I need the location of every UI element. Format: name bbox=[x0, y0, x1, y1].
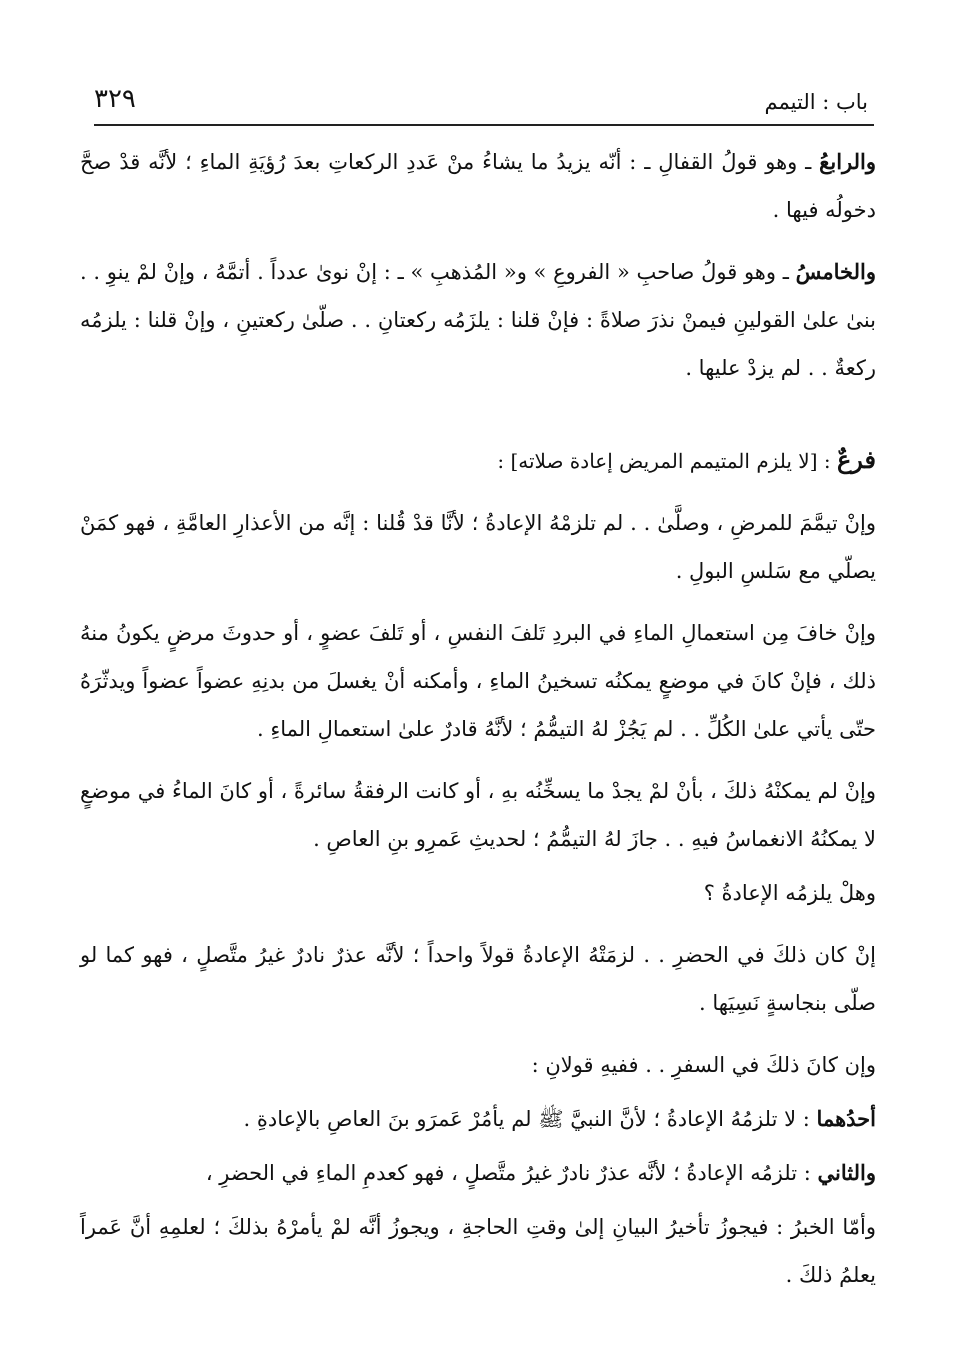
page-header bbox=[94, 84, 868, 124]
paragraph-lead: والرابعُ bbox=[819, 149, 876, 174]
paragraph-illness bbox=[80, 499, 876, 595]
paragraph-text: : لا تلزمُهُ الإعادةُ ؛ لأنَّ النبيَّ ﷺ لم يأمُرْ عَمرَو بنَ العاصِ بالإعادةِ . bbox=[243, 1107, 817, 1131]
paragraph-text: وأمّا الخبرُ : فيجوزُ تأخيرُ البيانِ إلىٰ وقتِ الحاجةِ ، ويجوزُ أنَّه لمْ يأمرْهُ بذلكَ ؛ لعلمِهِ أنَّ عَمراً يعلمُ ذلكَ . bbox=[80, 1215, 876, 1287]
header-rule bbox=[94, 124, 874, 126]
paragraph-fifth-opinion bbox=[80, 248, 876, 392]
page-body bbox=[80, 138, 876, 1313]
far-label: فرعٌ bbox=[836, 445, 876, 474]
paragraph-second-view bbox=[80, 1149, 876, 1197]
paragraph-text: ـ وهو قولُ صاحبِ « الفروعِ » و« المُذهبِ » ـ : إنْ نوىٰ عدداً . أتمَّهُ ، وإنْ لمْ ينوِ . . بنىٰ علىٰ القولينِ فيمنْ نذرَ صلاةً : فإنْ قلنا : يلزَمُه ركعتانِ . . صلّىٰ ركعتينِ ، وإنْ قلنا : يلزمُه ركعةٌ . . لم يزدْ عليها . bbox=[80, 260, 876, 380]
paragraph-text: إنْ كان ذلكَ في الحضرِ . . لزمَتْهُ الإعادةُ قولاً واحداً ؛ لأنَّه عذرٌ نادرٌ غيرُ متَّصلٍ ، فهو كما لو صلّى بنجاسةٍ نَسِيَها . bbox=[80, 943, 876, 1015]
paragraph-text: وهلْ يلزمُه الإعادةُ ؟ bbox=[703, 881, 876, 905]
paragraph-residence bbox=[80, 931, 876, 1027]
paragraph-lead: والخامسُ bbox=[795, 259, 876, 284]
page-number: ٣٢٩ bbox=[94, 84, 136, 114]
paragraph-travel bbox=[80, 1041, 876, 1089]
paragraph-text: ـ وهو قولُ القفالِ ـ : أنّه يزيدُ ما يشاءُ منْ عَددِ الركعاتِ بعدَ رُؤيَةِ الماءِ ؛ لأنَّه قدْ صحَّ دخولُه فيها . bbox=[80, 150, 876, 222]
chapter-title: باب : التيمم bbox=[764, 90, 868, 114]
section-heading-far bbox=[80, 436, 876, 485]
paragraph-question bbox=[80, 869, 876, 917]
paragraph-text: وإن كانَ ذلكَ في السفرِ . . ففيهِ قولانِ : bbox=[531, 1053, 876, 1077]
far-subtitle: : [لا يلزم المتيمم المريض إعادة صلاته] : bbox=[497, 449, 837, 473]
paragraph-first-view bbox=[80, 1095, 876, 1143]
paragraph-text: وإنْ تيمَّمَ للمرضِ ، وصلَّىٰ . . لم تلزمْهُ الإعادةُ ؛ لأنَّا قدْ قُلنا : إنَّه من الأعذارِ العامَّةِ ، فهو كمَنْ يصلّي مع سَلسِ البولِ . bbox=[80, 511, 876, 583]
paragraph-text: : تلزمُه الإعادةُ ؛ لأنَّه عذرٌ نادرٌ غيرُ متَّصلٍ ، فهو كعدمِ الماءِ في الحضرِ ، bbox=[205, 1161, 818, 1185]
paragraph-text: وإنْ لم يمكنْهُ ذلكَ ، بأنْ لمْ يجدْ ما يسخِّنُه بهِ ، أو كانت الرفقةُ سائرةً ، أو كانَ الماءُ في موضعٍ لا يمكنُهُ الانغماسُ فيهِ . . جازَ لهُ التيمُّمُ ؛ لحديثِ عَمرِو بنِ العاصِ . bbox=[80, 779, 876, 851]
paragraph-hadith-response bbox=[80, 1203, 876, 1299]
paragraph-cold-fear bbox=[80, 609, 876, 753]
paragraph-lead: والثاني bbox=[817, 1160, 876, 1185]
paragraph-lead: أحدُهما bbox=[816, 1106, 876, 1131]
paragraph-fourth-opinion bbox=[80, 138, 876, 234]
paragraph-text: وإنْ خافَ مِن استعمالِ الماءِ في البردِ تَلفَ النفسِ ، أو تَلفَ عضوٍ ، أو حدوثَ مرضٍ يكونُ منهُ ذلك ، فإنْ كانَ في موضعٍ يمكنُه تسخينُ الماءِ ، وأمكنه أنْ يغسلَ من بدنِهِ عضواً عضواً ويدثّرَهُ حتّى يأتي علىٰ الكُلِّ . . لم يَجُزْ لهُ التيمُّمُ ؛ لأنَّهُ قادرٌ علىٰ استعمالِ الماءِ . bbox=[80, 621, 877, 741]
paragraph-cannot-heat bbox=[80, 767, 876, 863]
